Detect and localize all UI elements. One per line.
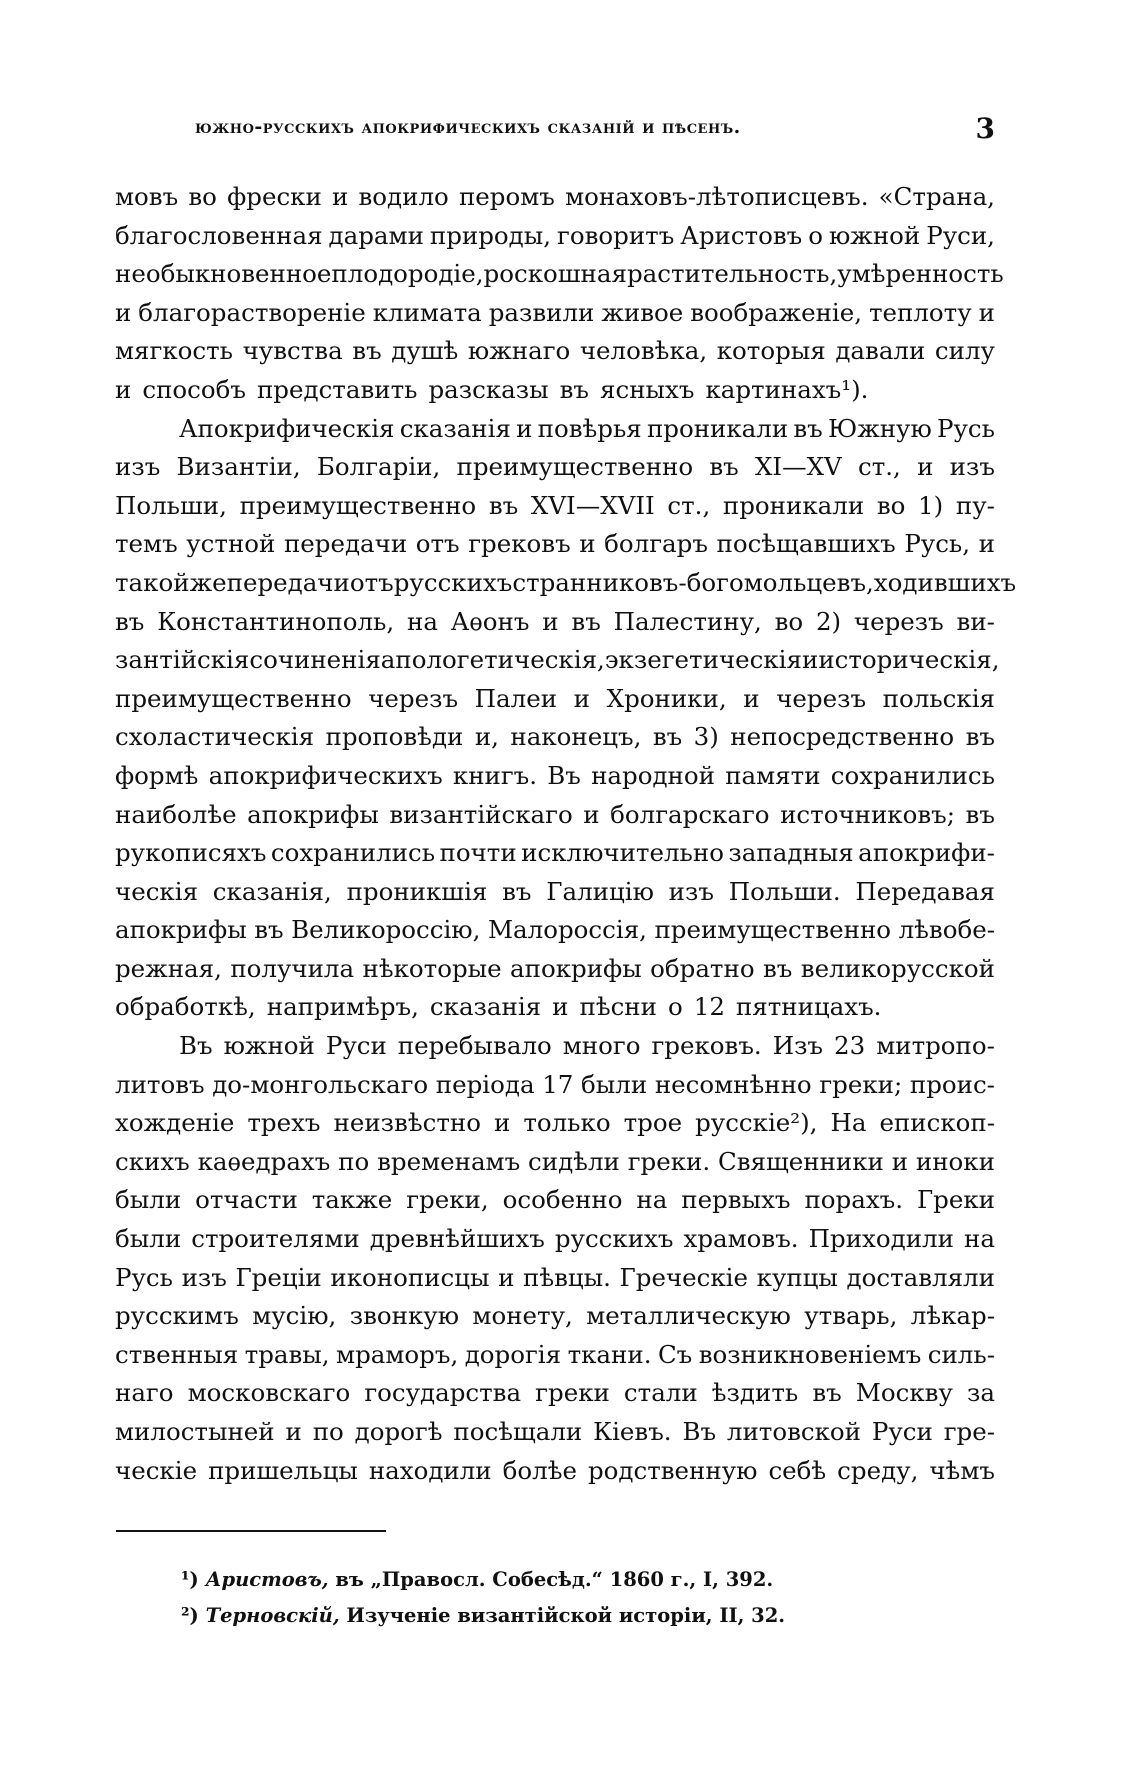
running-title: южно-русскихъ апокрифическихъ сказаній и пѣсенъ. xyxy=(195,116,741,138)
text-line: ческіе пришельцы находили болѣе родственную себѣ среду, чѣмъ xyxy=(115,1455,995,1485)
footnotes xyxy=(181,1562,981,1634)
footnote-text: въ „Правосл. Собесѣд.“ 1860 г., I, 392. xyxy=(335,1568,774,1591)
text-line: хожденіе трехъ неизвѣстно и только трое русскіе²), На епископ- xyxy=(115,1108,995,1138)
text-line: Русь изъ Греціи иконописцы и пѣвцы. Греческіе купцы доставляли xyxy=(115,1262,995,1292)
page-number: 3 xyxy=(975,112,995,145)
text-line: такой же передачи отъ русскихъ странниковъ-богомольцевъ, ходившихъ xyxy=(115,567,1017,597)
text-line: скихъ каѳедрахъ по временамъ сидѣли греки. Священники и иноки xyxy=(115,1146,995,1176)
text-line: мовъ во фрески и водило перомъ монаховъ-лѣтописцевъ. «Страна, xyxy=(115,182,995,211)
text-line: наго московскаго государства греки стали ѣздить въ Москву за xyxy=(115,1378,995,1408)
text-line: въ Константинополь, на Аѳонъ и въ Палестину, во 2) черезъ ви- xyxy=(115,606,995,636)
footnote-2 xyxy=(181,1598,981,1634)
text-line: милостыней и по дорогѣ посѣщали Кіевъ. Въ литовской Руси гре- xyxy=(115,1417,995,1446)
text-line: режная, получила нѣкоторые апокрифы обратно въ великорусской xyxy=(115,953,995,983)
text-line: литовъ до-монгольскаго періода 17 были несомнѣнно греки; проис- xyxy=(115,1069,995,1099)
text-line: формѣ апокрифическихъ книгъ. Въ народной памяти сохранились xyxy=(115,760,995,790)
text-line: были отчасти также греки, особенно на первыхъ порахъ. Греки xyxy=(115,1185,995,1215)
page-header xyxy=(115,112,995,146)
footnote-divider xyxy=(116,1530,386,1532)
text-line: ственныя травы, мраморъ, дорогія ткани. Съ возникновеніемъ силь- xyxy=(115,1339,995,1369)
footnote-text: Изученіе византійской исторіи, II, 32. xyxy=(346,1604,786,1627)
text-line: были строителями древнѣйшихъ русскихъ храмовъ. Приходили на xyxy=(115,1224,995,1254)
text-line: и способъ представить разсказы въ ясныхъ картинахъ¹). xyxy=(115,374,869,404)
text-line: темъ устной передачи отъ грековъ и болгаръ посѣщавшихъ Русь, и xyxy=(115,529,995,559)
text-line: мягкость чувства въ душѣ южнаго человѣка, которыя давали силу xyxy=(115,336,995,366)
text-line: необыкновенное плодородіе, роскошная растительность, умѣренность xyxy=(115,259,1004,289)
text-line: и благорастворенiе климата развили живое воображенiе, теплоту и xyxy=(115,297,995,327)
text-line: апокрифы въ Великороссію, Малороссія, преимущественно лѣвобе- xyxy=(115,915,995,945)
body-text xyxy=(115,178,1017,1490)
footnote-author: Аристовъ, xyxy=(205,1568,329,1591)
text-line: наиболѣе апокрифы византійскаго и болгарскаго источниковъ; въ xyxy=(115,799,995,829)
text-line: ческія сказанія, проникшія въ Галицію изъ Польши. Передавая xyxy=(115,876,995,906)
text-line: Польши, преимущественно въ XVI—XVII ст., проникали во 1) пу- xyxy=(115,490,995,520)
text-line: Въ южной Руси перебывало много грековъ. Изъ 23 митропо- xyxy=(179,1031,995,1061)
text-line: рукописяхъ сохранились почти исключительно западныя апокрифи- xyxy=(115,838,995,868)
text-line: зантійскія сочиненія апологетическія, экзегетическія и историческія, xyxy=(115,645,1000,675)
footnote-author: Терновскій, xyxy=(205,1604,340,1627)
text-line: изъ Византіи, Болгаріи, преимущественно въ XI—XV ст., и изъ xyxy=(115,452,995,482)
text-line: благословенная дарами природы, говоритъ Аристовъ о южной Руси, xyxy=(115,220,995,250)
footnote-mark: ²) xyxy=(181,1604,199,1627)
footnote-1 xyxy=(181,1562,981,1598)
text-line: русскимъ мусію, звонкую монету, металлическую утварь, лѣкар- xyxy=(115,1301,995,1331)
text-line: Апокрифическія сказанія и повѣрья проникали въ Южную Русь xyxy=(179,413,995,443)
text-line: схоластическія проповѣди и, наконецъ, въ 3) непосредственно въ xyxy=(115,722,995,752)
footnote-mark: ¹) xyxy=(181,1568,199,1591)
text-line: преимущественно черезъ Палеи и Хроники, и черезъ польскія xyxy=(115,683,995,713)
text-line: обработкѣ, напримѣръ, сказанія и пѣсни о 12 пятницахъ. xyxy=(115,992,882,1022)
